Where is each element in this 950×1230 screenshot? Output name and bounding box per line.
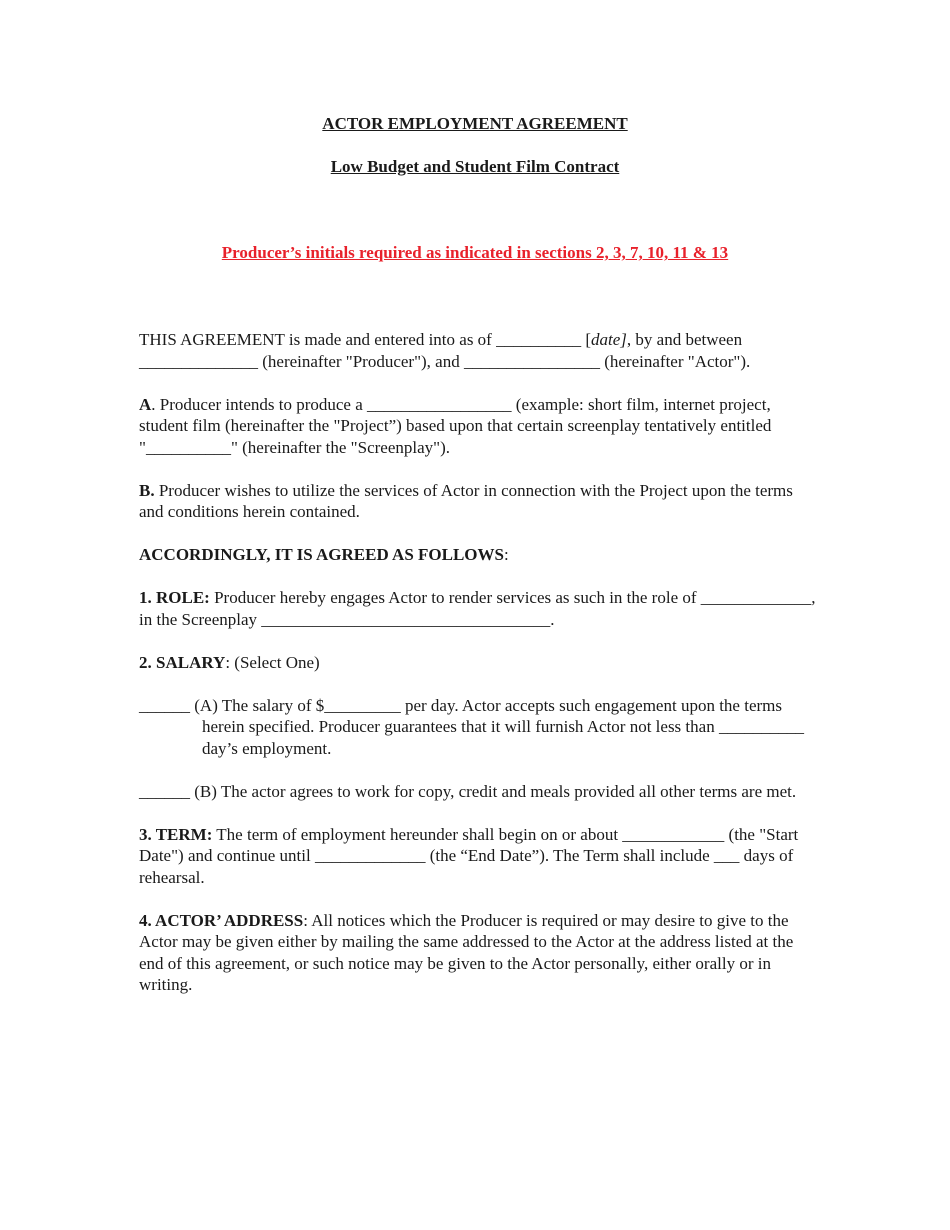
section-term-text: The term of employment hereunder shall begin on or about ____________ (the "Start Date") and continue until _____________ (the “End Date”). The Term shall include ___ days of rehearsal. — [139, 824, 799, 887]
section-term-label: 3. TERM: — [139, 824, 213, 844]
document-title: ACTOR EMPLOYMENT AGREEMENT — [322, 114, 628, 133]
section-salary-label: 2. SALARY — [139, 652, 226, 672]
section-role — [139, 587, 819, 630]
recital-b-label: B. — [139, 480, 155, 500]
recital-a — [139, 394, 819, 459]
section-address-text: : All notices which the Producer is required or may desire to give to the Actor may be given either by mailing the same addressed to the Actor at the address listed at the end of this agreement, or such notice may be given to the Actor personally, either orally or in writing. — [139, 910, 794, 994]
section-address-label: 4. ACTOR’ ADDRESS — [139, 910, 304, 930]
agreed-label: ACCORDINGLY, IT IS AGREED AS FOLLOWS — [139, 545, 504, 564]
intro-date-word: date] — [591, 330, 627, 349]
intro-paragraph — [139, 329, 819, 372]
section-role-label: 1. ROLE: — [139, 588, 210, 607]
agreed-colon: : — [504, 545, 509, 564]
section-term — [139, 824, 819, 889]
section-role-text: Producer hereby engages Actor to render services as such in the role of _____________, in the Screenplay __________________________________. — [139, 588, 816, 629]
section-address — [139, 910, 819, 996]
recital-a-label: A — [139, 394, 152, 414]
document-subtitle: Low Budget and Student Film Contract — [330, 157, 620, 176]
recital-a-text: . Producer intends to produce a _________________ (example: short film, internet project, student film (hereinafter the "Project”) based upon that certain screenplay tentatively entitled "__________" (hereinafter the "Screenplay"). — [139, 394, 772, 457]
recital-b — [139, 480, 819, 523]
recital-b-text: Producer wishes to utilize the services of Actor in connection with the Project upon the terms and conditions herein contained. — [139, 480, 793, 521]
intro-text-end: , by and between ______________ (hereinafter "Producer"), and ________________ (hereinafter "Actor"). — [139, 330, 751, 371]
intro-text-start: THIS AGREEMENT is made and entered into as of __________ [ — [139, 330, 592, 349]
initials-notice: Producer’s initials required as indicated in sections 2, 3, 7, 10, 11 & 13 — [221, 243, 729, 262]
agreement-body — [139, 329, 819, 1017]
salary-option-b: ______ (B) The actor agrees to work for copy, credit and meals provided all other terms are met. — [139, 781, 797, 801]
salary-option-a: ______ (A) The salary of $_________ per day. Actor accepts such engagement upon the terms herein specified. Producer guarantees that it will furnish Actor not less than __________ day’s employment. — [139, 695, 804, 758]
section-salary-text: : (Select One) — [225, 652, 320, 672]
section-salary — [139, 652, 819, 674]
agreed-heading — [139, 544, 819, 566]
